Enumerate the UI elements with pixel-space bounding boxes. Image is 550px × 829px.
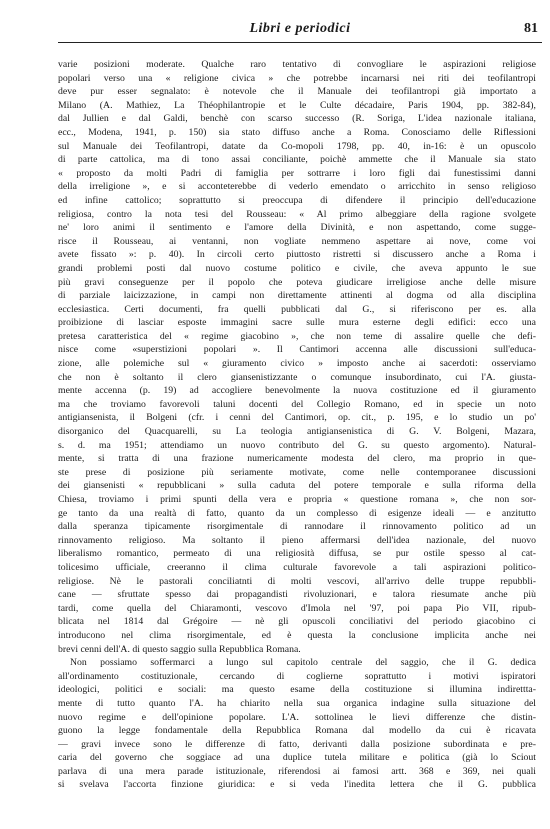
text-line: rinnovamento religioso. Ma soltanto il pieno affermarsi dell'idea nazionale, del nuovo	[58, 534, 536, 546]
body-text	[58, 58, 536, 820]
text-line: guono la legge fondamentale della Repubblica Romana dal modello da cui è ricavata	[58, 725, 536, 737]
text-line: più gravi conseguenze per il popolo che poteva giudicare irreligiose anche delle misure	[58, 276, 536, 288]
text-line: mente accenna (p. 19) ad accogliere benevolmente la nuova costituzione ed il giuramento	[58, 385, 536, 397]
text-line: dei giansenisti « repubblicani » sulla caduta del potere temporale e sulla riforma della	[58, 480, 536, 492]
text-line: brevi cenni dell'A. di questo saggio sulla Repubblica Romana.	[58, 643, 301, 655]
text-line: « proposto da molti Padri di famiglia per sottrarre i loro figli dai funestissimi danni	[58, 167, 536, 179]
text-line: ecc., Modena, 1941, p. 150) sia stato diffuso anche a Roma. Conosciamo delle Riflessioni	[58, 126, 536, 138]
text-line: di parte cattolica, ma di tono assai conciliante, poichè ammette che il Manuale sia stato	[58, 154, 536, 166]
text-line: ne' loro animi il sentimento e l'amore della Divinità, e non aspettando, come sugge-	[58, 222, 536, 234]
text-line: religiose. Nè le pastorali conciliatnti di molti vescovi, all'arrivo delle truppe repubbli-	[58, 575, 536, 587]
text-line: blicata nel 1814 dal Grégoire — nè gli opuscoli conciliativi del periodo giacobino ci	[58, 616, 536, 628]
text-line: — gravi invece sono le differenze di fatto, derivanti dalla posizione subordinata e pre-	[58, 738, 536, 750]
text-line: caria del governo che soggiace ad una duplice tutela militare e politica (già lo Sciout	[58, 752, 536, 764]
text-line: risce il Rousseau, ai ventanni, non vogliate nemmeno aspettare ai nove, come voi	[58, 235, 536, 247]
text-line: di parziale laicizzazione, in campi non direttamente attinenti al dogma od alla disciplina	[58, 290, 536, 302]
text-line: ecclesiastica. Certi documenti, fra quelli pubblicati dal G., si riferiscono per es. alla	[58, 303, 536, 315]
text-line: mente, si tratta di una frazione numericamente modesta del clero, ma proprio in que-	[58, 453, 536, 465]
text-line: introducono nel clima risorgimentale, ed è questa la conclusione implicita anche nei	[58, 629, 536, 641]
text-line: tolicesimo ufficiale, creeranno il clima culturale favorevole a tali aspirazioni politico-	[58, 561, 536, 573]
text-line: mente di tutto quanto l'A. ha chiarito nella sua organica indagine sulla situazione del	[58, 697, 536, 709]
text-line: cane — sfruttate spesso dai propagandisti rivoluzionari, e talora riesumate anche più	[58, 589, 536, 601]
text-line: s. d. ma 1951; attendiamo un nuovo contributo del G. su questo argomento). Natural-	[58, 439, 536, 451]
text-line: deve pur esser segnalato: è notevole che il Manuale dei teofilantropi già importato a	[58, 86, 536, 98]
text-line: ideologici, politici e sociali: ma questo esame della costituzione si illumina indirettta-	[58, 684, 536, 696]
text-line: si svelava l'accorta finzione giuridica: e si veda l'inedita lettera che il G. pubblica	[58, 779, 536, 791]
running-title: Libri e periodici	[249, 21, 351, 36]
text-line: tardi, come quella del Chiaramonti, vescovo d'Imola nel '97, poi papa Pio VII, ripub-	[58, 602, 536, 614]
text-line: dal Jullien e dal Galdi, benchè con scarso successo (R. Soriga, L'idea nazionale italiana,	[58, 113, 536, 125]
text-line: zione, alle polemiche sul « giuramento civico » imposto anche ai sacerdoti: osserviamo	[58, 358, 536, 370]
text-line: liberalismo romantico, permeato di una religiosità diffusa, se pur ostile spesso al cat-	[58, 548, 536, 560]
text-line: che non è soltanto il clero giansenistizzante o comunque insubordinato, cui l'A. giusta-	[58, 371, 536, 383]
text-line: ma che troviamo favorevoli taluni docenti del Collegio Romano, ed in specie un noto	[58, 398, 536, 410]
text-line: ge tanto da una realtà di fatto, quanto da un complesso di esigenze ideali — e anzitutto	[58, 507, 536, 519]
text-line: della irreligione », e si acconteterebbe di vederlo emendato o arricchito in senso religioso	[58, 181, 536, 193]
page-number: 81	[524, 21, 538, 36]
text-line: all'ordinamento costituzionale, cercando di coglierne soprattutto i motivi ispiratori	[58, 670, 536, 682]
text-line: popolari verso una « religione civica » che potrebbe incarnarsi nei riti dei teofilantropi	[58, 72, 536, 84]
text-line: proibizione di lasciar esposte immagini sacre sulle mura esterne degli edifici: ecco una	[58, 317, 536, 329]
text-line: avete fissato »: p. 40). In circoli certo piuttosto ristretti si discussero anche a Roma i	[58, 249, 536, 261]
text-line: disorganico del Quacquarelli, su La teologia antigiansenistica di G. V. Bolgeni, Mazara,	[58, 426, 536, 438]
page-header	[58, 20, 542, 43]
text-line: pretesa caratteristica del « regime giacobino », che non teme di assalire quelle che defi-	[58, 330, 536, 342]
text-line: grandi problemi posti dal nuovo costume politico e civile, che aveva appunto le sue	[58, 262, 536, 274]
text-line: nuovo regime e dell'opinione popolare. L'A. sottolinea le lievi differenze che distin-	[58, 711, 536, 723]
text-line: nisce come «superstizioni popolari ». Il Cantimori accenna alle discussioni sull'educa-	[58, 344, 536, 356]
text-line: Chiesa, troviamo i primi spunti della vera e propria « questione romana », che non sor-	[58, 494, 536, 505]
text-line: religiosa, contro la nota tesi del Rousseau: « Al primo albeggiare della ragione svolgete	[58, 208, 536, 220]
text-line: ed infine cattolico; soprattutto si preoccupa di difendere il principio dell'educazione	[58, 194, 536, 206]
text-line: ste prese di posizione più seriamente motivate, come nelle contemporanee discussioni	[58, 466, 536, 478]
text-line: parlava di una mera parade istituzionale, riferendosi ai famosi artt. 368 e 369, nei quali	[58, 765, 536, 777]
text-line: varie posizioni moderate. Qualche raro tentativo di convogliare le aspirazioni religiose	[58, 59, 536, 70]
text-line: sul Manuale dei Teofilantropi, datate da Co-mopoli 1798, pp. 40, in-16: è un opuscolo	[58, 140, 536, 152]
text-line: Milano (A. Mathiez, La Théophilantropie et le Culte décadaire, Paris 1904, pp. 382-84),	[58, 99, 536, 111]
text-line: antigiansenista, il Bolgeni (cfr. i cenni del Cantimori, op. cit., p. 195, e lo studio un po'	[58, 412, 536, 424]
text-line: Non possiamo soffermarci a lungo sul capitolo centrale del saggio, che il G. dedica	[70, 657, 536, 669]
text-line: dalla speranza tipicamente risorgimentale di rannodare il rinnovamento politico ad un	[58, 521, 536, 533]
